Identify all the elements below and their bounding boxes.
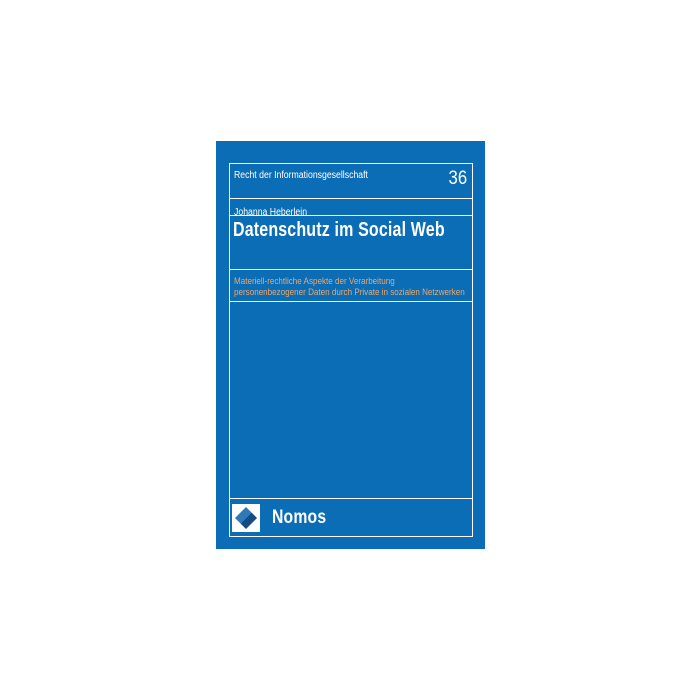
author-name: Johanna Heberlein (234, 207, 308, 218)
series-header-row (230, 164, 472, 199)
subtitle-line-1: Materiell-rechtliche Aspekte der Verarbeitung (234, 276, 395, 287)
empty-panel (230, 302, 472, 499)
subtitle-block (230, 270, 472, 302)
publisher-row (230, 499, 472, 536)
book-cover (216, 141, 485, 549)
volume-number: 36 (448, 168, 467, 189)
series-title: Recht der Informationsgesellschaft (234, 170, 368, 181)
book-title: Datenschutz im Social Web (233, 219, 445, 241)
title-row (230, 216, 472, 270)
author-row (230, 199, 472, 216)
subtitle-line-2: personenbezogener Daten durch Private in sozialen Netzwerken (234, 287, 465, 298)
publisher-wordmark: Nomos (272, 507, 327, 528)
nomos-diamond-icon (232, 504, 260, 532)
cover-frame (229, 163, 473, 537)
